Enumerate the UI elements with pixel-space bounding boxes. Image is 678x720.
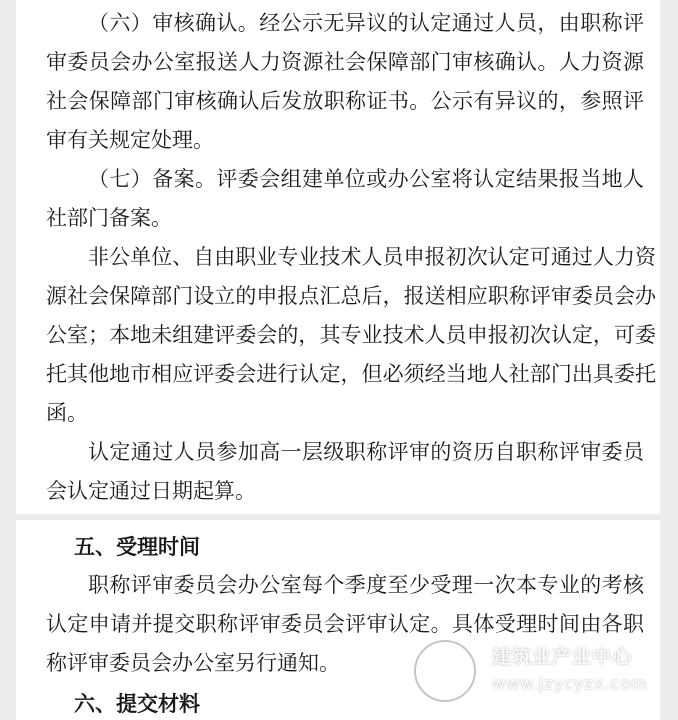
watermark-title: 建筑业产业中心 bbox=[492, 646, 633, 668]
watermark-url: www.jzycyzx.com bbox=[492, 674, 648, 693]
paragraph-review-confirmation: （六）审核确认。经公示无异议的认定通过人员，由职称评审委员会办公室报送人力资源社会保障部门审核确认。人力资源社会保障部门审核确认后发放职称证书。公示有异议的，参照评审有关规定处理。 bbox=[46, 11, 644, 152]
section-heading-acceptance-time: 五、受理时间 bbox=[74, 535, 200, 559]
paragraph-non-public-units: 非公单位、自由职业专业技术人员申报初次认定可通过人力资源社会保障部门设立的申报点汇总后，报送相应职称评审委员会办公室；本地未组建评委会的，其专业技术人员申报初次认定，可委托其他地市相应评委会进行认定，但必须经当地人社部门出具委托函。 bbox=[46, 245, 656, 425]
paragraph-filing: （七）备案。评委会组建单位或办公室将认定结果报当地人社部门备案。 bbox=[46, 167, 644, 230]
section-heading-submit-materials: 六、提交材料 bbox=[74, 692, 200, 716]
paragraph-qualification-date: 认定通过人员参加高一层级职称评审的资历自职称评审委员会认定通过日期起算。 bbox=[46, 440, 644, 503]
paragraph-acceptance-time: 职称评审委员会办公室每个季度至少受理一次本专业的考核认定申请并提交职称评审委员会评审认定。具体受理时间由各职称评审委员会办公室另行通知。 bbox=[46, 573, 644, 675]
